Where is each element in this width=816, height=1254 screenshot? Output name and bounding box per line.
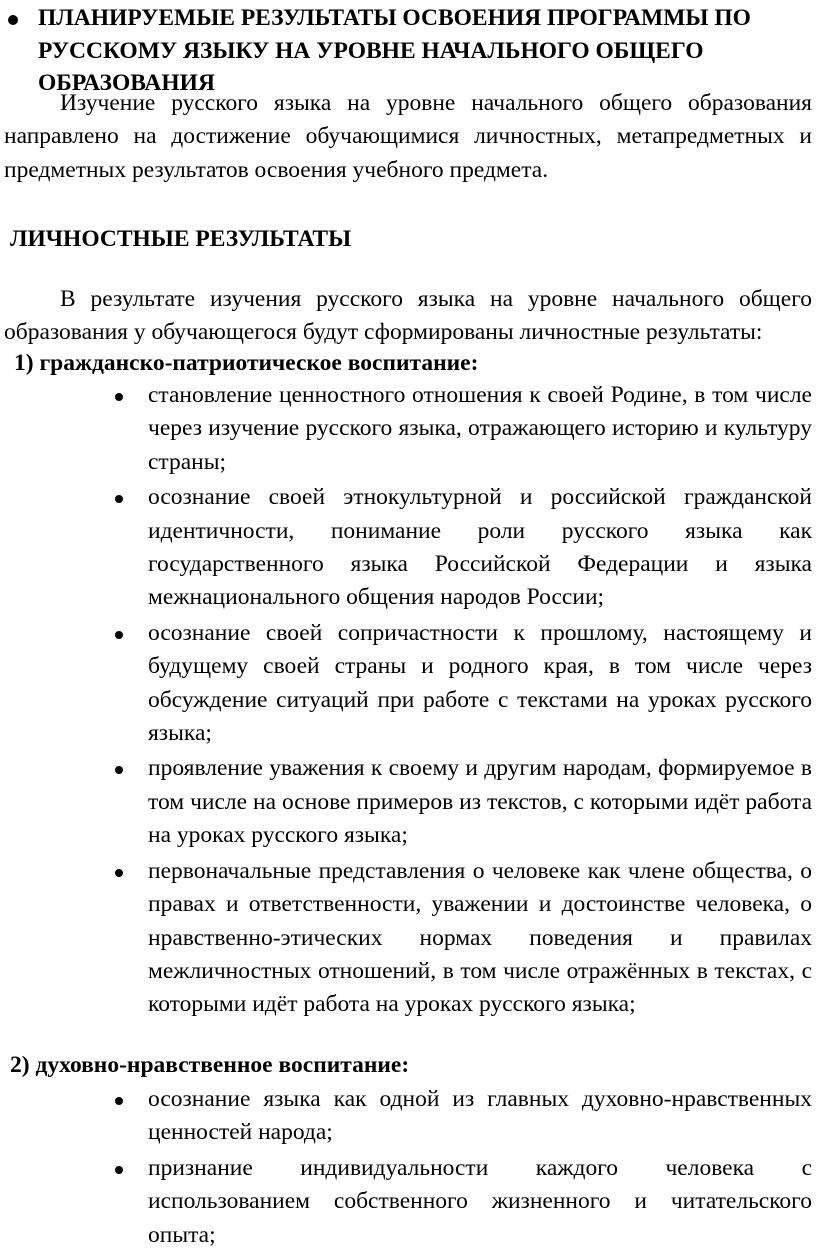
list-item (148, 752, 812, 852)
bullet-icon (8, 15, 18, 25)
main-heading: ПЛАНИРУЕМЫЕ РЕЗУЛЬТАТЫ ОСВОЕНИЯ ПРОГРАММЫ ПО РУССКОМУ ЯЗЫКУ НА УРОВНЕ НАЧАЛЬНОГО ОБЩЕГО ОБРАЗОВАНИЯ (38, 5, 751, 96)
bullet-icon (115, 1166, 123, 1174)
list-item-text: осознание своей этнокультурной и российской гражданской идентичности, понимание роли русского языка как государственного языка Российской Федерации и языка межнационального общения народов России; (148, 484, 812, 611)
bullet-icon (115, 631, 123, 639)
spiritual-list (148, 1083, 812, 1254)
personal-intro-paragraph: В результате изучения русского языка на уровне начального общего образования у обучающегося будут сформированы личностные результаты: (4, 286, 812, 346)
list-item (148, 481, 812, 615)
bullet-icon (115, 766, 123, 774)
list-item-text: осознание своей сопричастности к прошлому, настоящему и будущему своей страны и родного края, в том числе через обсуждение ситуаций при работе с текстами на уроках русского языка; (148, 619, 812, 747)
bullet-icon (115, 495, 123, 503)
intro-paragraph: Изучение русского языка на уровне начального общего образования направлено на достижение обучающимися личностных, метапредметных и предметных результатов освоения учебного предмета. (4, 90, 812, 183)
list-item-text: первоначальные представления о человеке как члене общества, о правах и ответственности, уважении и достоинстве человека, о нравственно-этических нормах поведения и правилах межличностных отношений, в том числе отражённых в текстах, с которыми идёт работа на уроках русского языка; (148, 857, 812, 1018)
subheading-civic: 1) гражданско-патриотическое воспитание: (14, 350, 479, 376)
list-item (148, 617, 812, 751)
list-item-text: становление ценностного отношения к своей Родине, в том числе через изучение русского языка, отражающего историю и культуру страны; (148, 382, 812, 475)
list-item-text: осознание языка как одной из главных духовно-нравственных ценностей народа; (148, 1086, 812, 1146)
section-title-personal: ЛИЧНОСТНЫЕ РЕЗУЛЬТАТЫ (10, 226, 352, 252)
bullet-icon (115, 393, 123, 401)
list-item-text: признание индивидуальности каждого человека с использованием собственного жизненного и читательского опыта; (148, 1154, 812, 1248)
main-heading-block (6, 2, 806, 100)
list-item-text: проявление уважения к своему и другим народам, формируемое в том числе на основе примеров из текстов, с которыми идёт работа на уроках русского языка; (148, 755, 812, 849)
subheading-spiritual: 2) духовно-нравственное воспитание: (10, 1052, 410, 1078)
bullet-icon (115, 869, 123, 877)
list-item (148, 1083, 812, 1150)
list-item (148, 1152, 812, 1252)
list-item (148, 379, 812, 479)
list-item (148, 855, 812, 1022)
bullet-icon (115, 1097, 123, 1105)
civic-list (148, 379, 812, 1024)
